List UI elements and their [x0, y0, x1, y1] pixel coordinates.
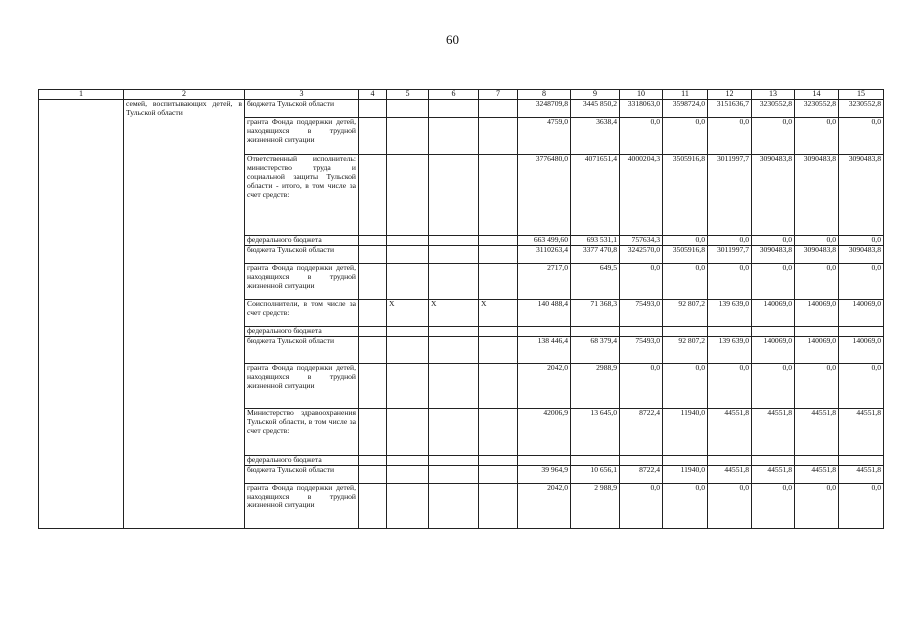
amount-cell: 0,0	[620, 363, 663, 408]
amount-cell: 4000204,3	[620, 154, 663, 235]
column-header: 1	[39, 90, 124, 100]
amount-cell: 3505916,8	[663, 154, 708, 235]
amount-cell: 2042,0	[518, 363, 571, 408]
x-mark-cell	[387, 117, 429, 154]
amount-cell: 3090483,8	[839, 245, 884, 263]
amount-cell: 75493,0	[620, 336, 663, 363]
amount-cell: 140069,0	[795, 299, 839, 326]
amount-cell: 0,0	[620, 263, 663, 299]
funding-source-cell: федерального бюджета	[245, 235, 359, 245]
x-mark-cell	[479, 263, 518, 299]
amount-cell: 0,0	[663, 363, 708, 408]
amount-cell: 3248709,8	[518, 99, 571, 117]
column-4-cell	[359, 336, 387, 363]
x-mark-cell	[479, 245, 518, 263]
amount-cell: 0,0	[708, 235, 752, 245]
funding-source-cell: гранта Фонда поддержки детей, находящихся в трудной жизненной ситуации	[245, 363, 359, 408]
x-mark-cell	[429, 483, 479, 528]
column-4-cell	[359, 455, 387, 465]
amount-cell: 0,0	[663, 263, 708, 299]
x-mark-cell	[479, 336, 518, 363]
amount-cell: 68 379,4	[571, 336, 620, 363]
column-4-cell	[359, 263, 387, 299]
amount-cell: 0,0	[708, 363, 752, 408]
funding-source-cell: бюджета Тульской области	[245, 336, 359, 363]
amount-cell: 0,0	[839, 235, 884, 245]
amount-cell: 3230552,8	[795, 99, 839, 117]
amount-cell: 44551,8	[708, 408, 752, 455]
amount-cell: 3230552,8	[752, 99, 795, 117]
amount-cell: 3011997,7	[708, 245, 752, 263]
amount-cell: 44551,8	[752, 465, 795, 483]
funding-source-cell: Министерство здравоохранения Тульской области, в том числе за счет средств:	[245, 408, 359, 455]
x-mark-cell: Х	[387, 299, 429, 326]
amount-cell: 3505916,8	[663, 245, 708, 263]
amount-cell	[708, 455, 752, 465]
amount-cell: 44551,8	[708, 465, 752, 483]
amount-cell: 4759,0	[518, 117, 571, 154]
column-4-cell	[359, 117, 387, 154]
column-4-cell	[359, 408, 387, 455]
column-header: 12	[708, 90, 752, 100]
amount-cell: 0,0	[839, 263, 884, 299]
x-mark-cell	[429, 235, 479, 245]
x-mark-cell	[429, 336, 479, 363]
column-header: 8	[518, 90, 571, 100]
x-mark-cell	[479, 117, 518, 154]
column-4-cell	[359, 99, 387, 117]
amount-cell: 44551,8	[839, 408, 884, 455]
column-header: 14	[795, 90, 839, 100]
column-4-cell	[359, 483, 387, 528]
funding-source-cell: гранта Фонда поддержки детей, находящихся в трудной жизненной ситуации	[245, 263, 359, 299]
amount-cell: 3230552,8	[839, 99, 884, 117]
amount-cell	[518, 455, 571, 465]
amount-cell: 3011997,7	[708, 154, 752, 235]
amount-cell	[839, 326, 884, 336]
amount-cell	[571, 326, 620, 336]
amount-cell: 0,0	[620, 483, 663, 528]
amount-cell: 39 964,9	[518, 465, 571, 483]
amount-cell	[839, 455, 884, 465]
x-mark-cell	[479, 326, 518, 336]
amount-cell: 140069,0	[752, 336, 795, 363]
x-mark-cell	[479, 455, 518, 465]
amount-cell: 11940,0	[663, 408, 708, 455]
amount-cell: 44551,8	[795, 465, 839, 483]
column-header: 7	[479, 90, 518, 100]
program-title-cell: семей, воспитывающих детей, в Тульской области	[124, 99, 245, 528]
table-row	[39, 99, 884, 117]
column-4-cell	[359, 235, 387, 245]
amount-cell: 2717,0	[518, 263, 571, 299]
funding-source-cell: гранта Фонда поддержки детей, находящихся в трудной жизненной ситуации	[245, 483, 359, 528]
x-mark-cell	[479, 483, 518, 528]
column-1-cell	[39, 99, 124, 528]
column-header: 13	[752, 90, 795, 100]
amount-cell: 138 446,4	[518, 336, 571, 363]
amount-cell: 3151636,7	[708, 99, 752, 117]
x-mark-cell	[387, 483, 429, 528]
column-4-cell	[359, 245, 387, 263]
x-mark-cell	[479, 465, 518, 483]
amount-cell: 3377 470,8	[571, 245, 620, 263]
budget-table	[38, 89, 884, 529]
column-header: 10	[620, 90, 663, 100]
x-mark-cell	[387, 154, 429, 235]
x-mark-cell	[429, 117, 479, 154]
amount-cell: 3776480,0	[518, 154, 571, 235]
column-header: 11	[663, 90, 708, 100]
column-header: 9	[571, 90, 620, 100]
x-mark-cell	[479, 235, 518, 245]
amount-cell: 44551,8	[752, 408, 795, 455]
amount-cell: 3598724,0	[663, 99, 708, 117]
amount-cell: 2042,0	[518, 483, 571, 528]
x-mark-cell	[387, 245, 429, 263]
amount-cell: 44551,8	[839, 465, 884, 483]
column-4-cell	[359, 299, 387, 326]
amount-cell: 11940,0	[663, 465, 708, 483]
amount-cell: 0,0	[795, 235, 839, 245]
amount-cell: 0,0	[752, 117, 795, 154]
amount-cell: 0,0	[620, 117, 663, 154]
column-header: 5	[387, 90, 429, 100]
amount-cell: 2 988,9	[571, 483, 620, 528]
x-mark-cell	[479, 154, 518, 235]
column-4-cell	[359, 326, 387, 336]
amount-cell: 0,0	[663, 235, 708, 245]
amount-cell: 42006,9	[518, 408, 571, 455]
amount-cell: 0,0	[839, 117, 884, 154]
amount-cell: 0,0	[708, 117, 752, 154]
x-mark-cell	[429, 154, 479, 235]
funding-source-cell: Соисполнители, в том числе за счет средств:	[245, 299, 359, 326]
amount-cell: 13 645,0	[571, 408, 620, 455]
amount-cell	[518, 326, 571, 336]
amount-cell: 3090483,8	[839, 154, 884, 235]
column-4-cell	[359, 363, 387, 408]
amount-cell	[795, 326, 839, 336]
x-mark-cell	[387, 99, 429, 117]
x-mark-cell	[387, 263, 429, 299]
amount-cell: 3638,4	[571, 117, 620, 154]
amount-cell: 8722,4	[620, 408, 663, 455]
funding-source-cell: гранта Фонда поддержки детей, находящихся в трудной жизненной ситуации	[245, 117, 359, 154]
amount-cell: 8722,4	[620, 465, 663, 483]
amount-cell	[571, 455, 620, 465]
amount-cell: 10 656,1	[571, 465, 620, 483]
column-header: 15	[839, 90, 884, 100]
amount-cell: 0,0	[752, 235, 795, 245]
amount-cell: 71 368,3	[571, 299, 620, 326]
amount-cell	[708, 326, 752, 336]
amount-cell: 0,0	[839, 483, 884, 528]
amount-cell: 649,5	[571, 263, 620, 299]
amount-cell: 0,0	[795, 263, 839, 299]
amount-cell: 3242570,0	[620, 245, 663, 263]
funding-source-cell: бюджета Тульской области	[245, 245, 359, 263]
amount-cell: 140 488,4	[518, 299, 571, 326]
x-mark-cell	[387, 465, 429, 483]
funding-source-cell: федерального бюджета	[245, 455, 359, 465]
amount-cell: 3110263,4	[518, 245, 571, 263]
amount-cell: 3318063,0	[620, 99, 663, 117]
amount-cell: 757634,3	[620, 235, 663, 245]
x-mark-cell	[429, 363, 479, 408]
x-mark-cell	[429, 245, 479, 263]
amount-cell	[663, 326, 708, 336]
amount-cell	[795, 455, 839, 465]
amount-cell: 140069,0	[795, 336, 839, 363]
x-mark-cell	[429, 408, 479, 455]
amount-cell	[620, 326, 663, 336]
amount-cell	[663, 455, 708, 465]
amount-cell: 92 807,2	[663, 336, 708, 363]
x-mark-cell: Х	[479, 299, 518, 326]
amount-cell: 0,0	[752, 363, 795, 408]
x-mark-cell	[387, 455, 429, 465]
amount-cell: 75493,0	[620, 299, 663, 326]
column-number-row	[39, 90, 884, 100]
x-mark-cell	[429, 263, 479, 299]
amount-cell: 44551,8	[795, 408, 839, 455]
amount-cell: 0,0	[752, 263, 795, 299]
amount-cell: 139 639,0	[708, 336, 752, 363]
amount-cell: 140069,0	[839, 336, 884, 363]
column-header: 2	[124, 90, 245, 100]
column-header: 4	[359, 90, 387, 100]
amount-cell: 3090483,8	[752, 154, 795, 235]
amount-cell	[752, 326, 795, 336]
x-mark-cell	[387, 363, 429, 408]
amount-cell: 4071651,4	[571, 154, 620, 235]
x-mark-cell: Х	[429, 299, 479, 326]
amount-cell: 0,0	[795, 363, 839, 408]
amount-cell: 0,0	[752, 483, 795, 528]
amount-cell: 0,0	[708, 483, 752, 528]
amount-cell: 3445 850,2	[571, 99, 620, 117]
funding-source-cell: федерального бюджета	[245, 326, 359, 336]
x-mark-cell	[387, 326, 429, 336]
x-mark-cell	[429, 326, 479, 336]
x-mark-cell	[429, 99, 479, 117]
x-mark-cell	[387, 408, 429, 455]
amount-cell: 0,0	[663, 117, 708, 154]
amount-cell: 92 807,2	[663, 299, 708, 326]
amount-cell: 663 499,60	[518, 235, 571, 245]
x-mark-cell	[479, 408, 518, 455]
x-mark-cell	[429, 465, 479, 483]
column-4-cell	[359, 154, 387, 235]
column-4-cell	[359, 465, 387, 483]
amount-cell: 693 531,1	[571, 235, 620, 245]
amount-cell: 3090483,8	[795, 154, 839, 235]
table-body	[39, 99, 884, 528]
amount-cell: 0,0	[663, 483, 708, 528]
x-mark-cell	[387, 336, 429, 363]
amount-cell: 139 639,0	[708, 299, 752, 326]
amount-cell: 140069,0	[839, 299, 884, 326]
amount-cell: 0,0	[795, 483, 839, 528]
x-mark-cell	[429, 455, 479, 465]
amount-cell	[620, 455, 663, 465]
column-header: 3	[245, 90, 359, 100]
x-mark-cell	[479, 99, 518, 117]
x-mark-cell	[387, 235, 429, 245]
amount-cell: 0,0	[708, 263, 752, 299]
x-mark-cell	[479, 363, 518, 408]
funding-source-cell: бюджета Тульской области	[245, 465, 359, 483]
funding-source-cell: бюджета Тульской области	[245, 99, 359, 117]
amount-cell: 140069,0	[752, 299, 795, 326]
amount-cell: 0,0	[839, 363, 884, 408]
amount-cell: 3090483,8	[795, 245, 839, 263]
page-number: 60	[446, 32, 459, 47]
amount-cell: 0,0	[795, 117, 839, 154]
amount-cell: 2988,9	[571, 363, 620, 408]
amount-cell	[752, 455, 795, 465]
column-header: 6	[429, 90, 479, 100]
amount-cell: 3090483,8	[752, 245, 795, 263]
funding-source-cell: Ответственный исполнитель: министерство труда и социальной защиты Тульской области - итого, в том числе за счет средств:	[245, 154, 359, 235]
